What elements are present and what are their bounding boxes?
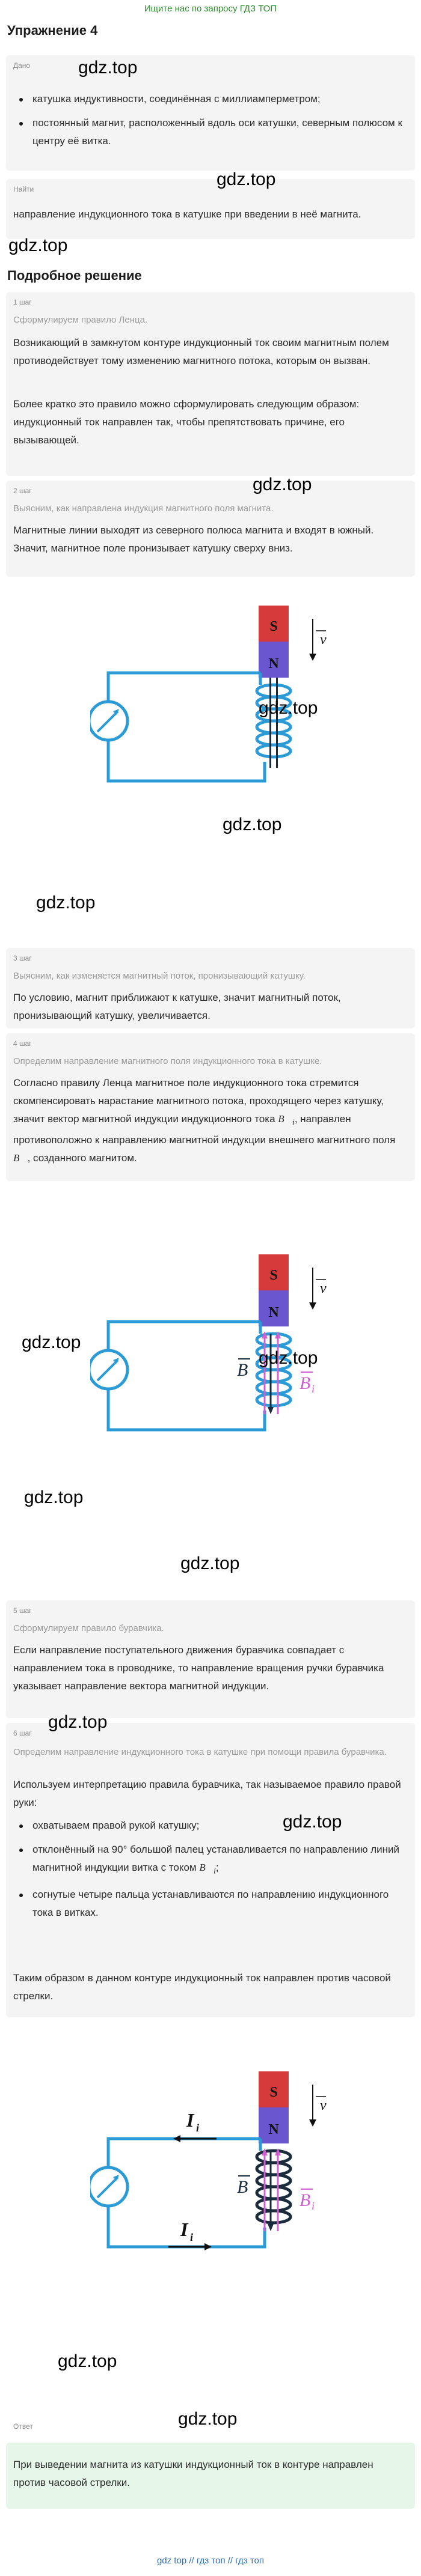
watermark: gdz.top: [78, 58, 138, 77]
watermark: gdz.top: [58, 2351, 117, 2371]
svg-text:S: S: [269, 1268, 278, 1283]
step-conclusion: Таким образом в данном контуре индукционный ток направлен против часовой стрелки.: [13, 1972, 391, 2002]
svg-text:N: N: [268, 1305, 279, 1320]
footer-links[interactable]: gdz top // гдз топ // гдз топ: [156, 2556, 265, 2566]
step-text: Согласно правилу Ленца магнитное поле индукционного тока стремится скомпенсировать нарастание магнитного потока, проходящего через катушку, значит вектор магнитной индукции индукционного тока $B⃗_i$, направлен противоположно к направлению магнитной индукции внешнего магнитного поля B⃗, созданного магнитом.: [13, 1077, 396, 1164]
circuit-wire: [108, 673, 260, 721]
step-subtitle: Выясним, как изменяется магнитный поток, пронизывающий катушку.: [13, 971, 306, 981]
watermark: gdz.top: [180, 1554, 240, 1573]
current-label-top: I: [186, 2109, 194, 2131]
coil: [257, 685, 290, 757]
svg-text:v: v: [320, 2098, 327, 2113]
watermark: gdz.top: [217, 169, 276, 189]
find-label: Найти: [13, 185, 34, 193]
svg-text:N: N: [268, 2122, 279, 2137]
watermark: gdz.top: [22, 1332, 81, 1352]
watermark: gdz.top: [259, 1348, 318, 1368]
solution-title: Подробное решение: [7, 268, 142, 283]
step-text: Более кратко это правило можно сформулировать следующим образом: индукционный ток направлен так, чтобы препятствовать причине, его вызывающей.: [13, 398, 360, 446]
svg-text:i: i: [190, 2231, 194, 2243]
answer-label: Ответ: [13, 2422, 33, 2431]
given-block: [6, 55, 415, 171]
watermark: gdz.top: [223, 815, 282, 834]
watermark: gdz.top: [48, 1712, 108, 1732]
answer-box: [6, 2443, 415, 2509]
given-label: Дано: [13, 61, 31, 70]
answer-text: При выведении магнита из катушки индукционный ток в контуре направлен против часовой стрелки.: [13, 2459, 373, 2488]
svg-text:S: S: [269, 2085, 278, 2100]
svg-text:B: B: [237, 2177, 248, 2197]
svg-text:i: i: [312, 1383, 315, 1395]
step-label: 4 шаг: [13, 1039, 32, 1048]
watermark: gdz.top: [253, 475, 312, 494]
given-list: [13, 90, 404, 156]
step-text: Возникающий в замкнутом контуре индукционный ток своим магнитным полем противодействует тому изменению магнитного потока, которым он вызван.: [13, 337, 389, 366]
svg-text:B: B: [300, 2190, 311, 2210]
page-title: Упражнение 4: [7, 23, 98, 38]
velocity-label: v: [320, 632, 327, 648]
coil: [257, 1334, 290, 1406]
rule-list: [13, 1817, 404, 1928]
rule-item: согнутые четыре пальца устанавливаются по направлению индукционного тока в витках.: [13, 1886, 404, 1922]
step-label: 2 шаг: [13, 487, 32, 495]
step-text: Если направление поступательного движения буравчика совпадает с направлением тока в проводнике, то направление вращения ручки буравчика указывает направление вектора магнитной индукции.: [13, 1644, 384, 1692]
watermark: gdz.top: [8, 235, 68, 255]
step-subtitle: Определим направление индукционного тока в катушке при помощи правила буравчика.: [13, 1747, 387, 1757]
step-label: 3 шаг: [13, 954, 32, 962]
rule-item: охватываем правой рукой катушку;: [13, 1817, 404, 1835]
step-text: По условию, магнит приближают к катушке, значит магнитный поток, пронизывающий катушку, увеличивается.: [13, 992, 341, 1021]
given-item: постоянный магнит, расположенный вдоль оси катушки, северным полюсом к центру её витка.: [13, 114, 404, 150]
watermark: gdz.top: [36, 893, 96, 913]
rule-item: отклонённый на 90° большой палец устанавливается по направлению линий магнитной индукции витка с током $B⃗_i$;: [13, 1841, 404, 1880]
step-5: [6, 1600, 415, 1718]
svg-text:v: v: [320, 1281, 327, 1296]
find-text: направление индукционного тока в катушке при введении в неё магнита.: [13, 208, 361, 220]
current-label-bottom: I: [180, 2219, 188, 2240]
watermark: gdz.top: [178, 2409, 238, 2429]
coil: [257, 2151, 290, 2223]
step-subtitle: Сформулируем правило буравчика.: [13, 1623, 164, 1633]
field-bi-label: B: [300, 1373, 311, 1393]
step-subtitle: Определим направление магнитного поля индукционного тока в катушке.: [13, 1056, 322, 1066]
svg-text:i: i: [312, 2200, 315, 2212]
step-6: [6, 1723, 415, 2017]
step-label: 6 шаг: [13, 1729, 32, 1737]
answer-block: [6, 2416, 415, 2569]
step-text: Используем интерпретацию правила буравчика, так называемое правило правой руки:: [13, 1779, 401, 1808]
svg-text:i: i: [196, 2122, 200, 2134]
step-subtitle: Сформулируем правило Ленца.: [13, 315, 148, 325]
watermark: gdz.top: [259, 698, 318, 718]
step-1: [6, 292, 415, 476]
step-label: 5 шаг: [13, 1606, 32, 1615]
given-item: катушка индуктивности, соединённая с миллиамперметром;: [13, 90, 404, 108]
pole-n-label: N: [268, 656, 279, 672]
step-4: [6, 1033, 415, 1181]
watermark: gdz.top: [24, 1487, 84, 1507]
step-text: Магнитные линии выходят из северного полюса магнита и входят в южный. Значит, магнитное поле пронизывает катушку сверху вниз.: [13, 524, 374, 554]
diagram-induced-current: [90, 2067, 355, 2283]
watermark: gdz.top: [283, 1812, 342, 1832]
step-label: 1 шаг: [13, 298, 32, 306]
step-3: [6, 948, 415, 1028]
find-block: [6, 179, 415, 239]
field-b-label: B: [237, 1360, 248, 1380]
pole-s-label: S: [269, 619, 278, 634]
step-subtitle: Выясним, как направлена индукция магнитного поля магнита.: [13, 503, 274, 514]
search-hint-link[interactable]: Ищите нас по запросу ГДЗ ТОП: [144, 4, 277, 14]
